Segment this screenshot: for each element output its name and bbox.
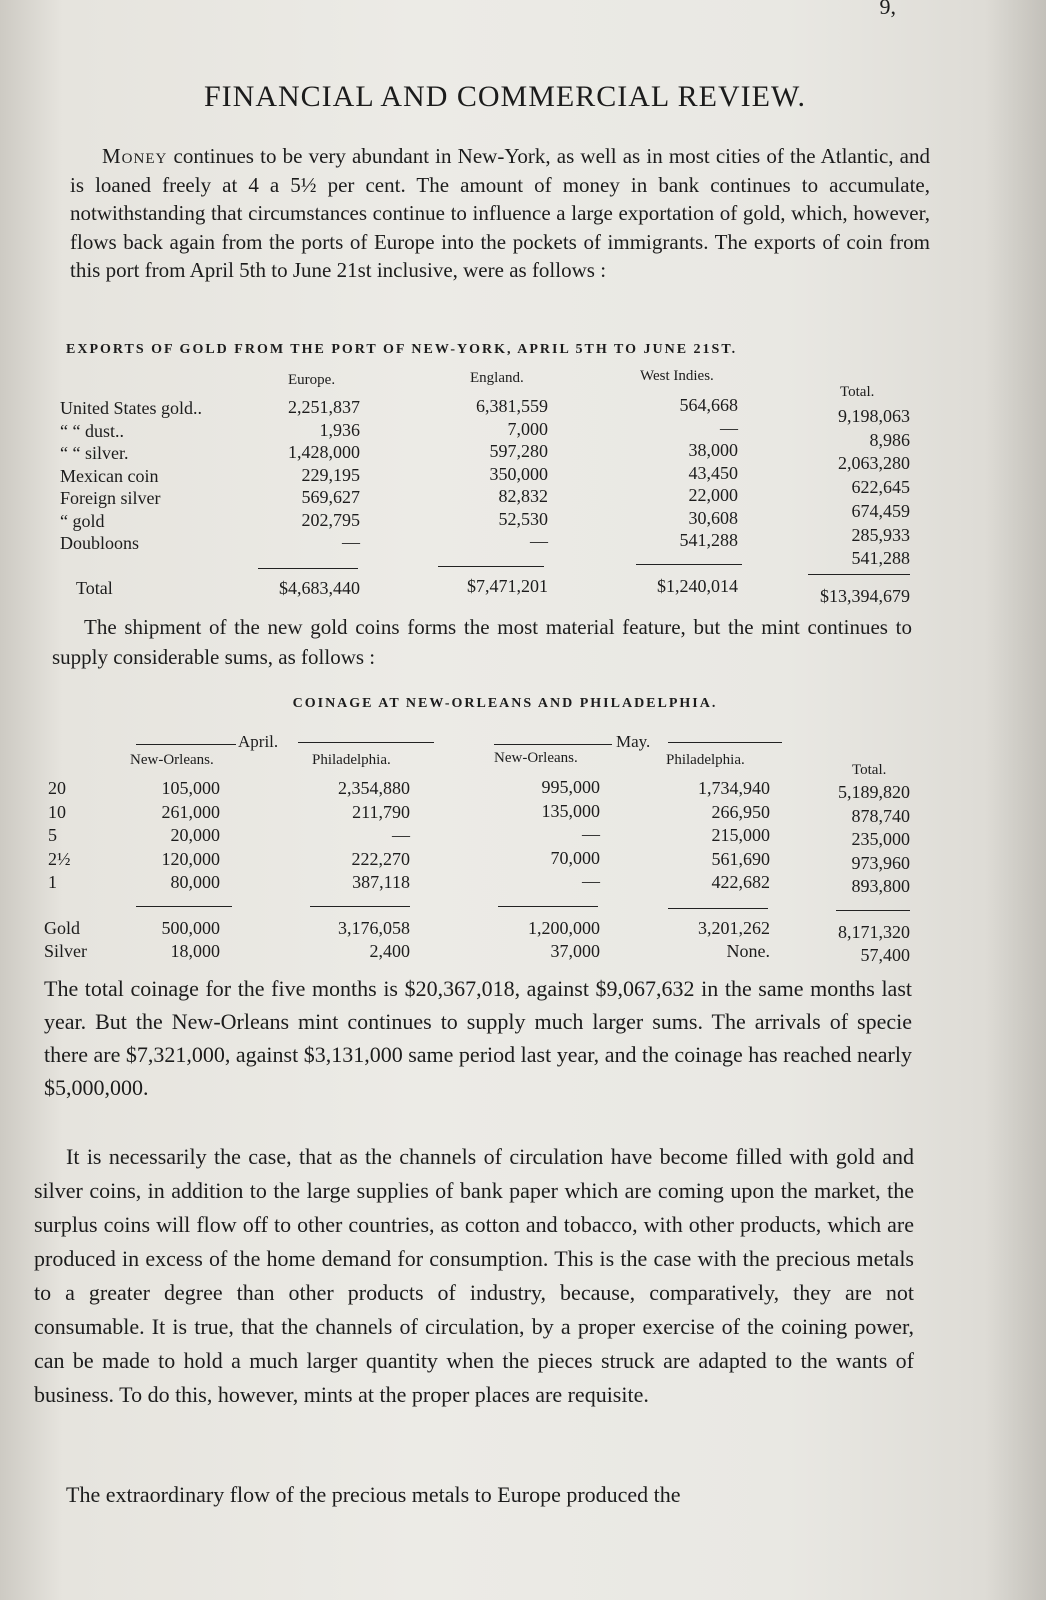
exports-row-label: Mexican coin xyxy=(60,465,159,486)
exports-header-west-indies: West Indies. xyxy=(640,368,714,384)
exports-table-title: EXPORTS OF GOLD FROM THE PORT OF NEW-YORK, APRIL 5TH TO JUNE 21ST. xyxy=(66,342,738,357)
exports-cell-west-indies: 30,608 xyxy=(688,507,738,528)
coinage-cell-total: 235,000 xyxy=(851,829,910,849)
exports-total-europe: $4,683,440 xyxy=(279,578,360,598)
coinage-cell-may-new-orleans: — xyxy=(582,824,600,844)
exports-cell-total: 285,933 xyxy=(851,524,910,545)
exports-cell-england: 82,832 xyxy=(498,486,548,506)
exports-cell-west-indies: 38,000 xyxy=(688,440,738,460)
coinage-cell-may-philadelphia: 1,734,940 xyxy=(698,778,770,798)
exports-cell-west-indies: 22,000 xyxy=(688,485,738,505)
exports-cell-europe: — xyxy=(342,532,360,552)
exports-cell-total: 622,645 xyxy=(851,477,910,498)
coinage-cell-april-new-orleans: 120,000 xyxy=(161,848,220,869)
exports-cell-europe: 202,795 xyxy=(301,509,360,530)
exports-cell-europe: 569,627 xyxy=(301,487,360,507)
exports-row-label: “ gold xyxy=(60,510,105,531)
exports-total-label: Total xyxy=(76,578,113,598)
page-title: FINANCIAL AND COMMERCIAL REVIEW. xyxy=(204,80,806,113)
coinage-summary-may-philadelphia: 3,201,262 xyxy=(698,918,770,938)
coinage-cell-april-philadelphia: — xyxy=(392,825,410,845)
coinage-cell-may-new-orleans: — xyxy=(582,871,600,891)
exports-rule-west-indies xyxy=(636,564,742,565)
coinage-cell-may-philadelphia: 561,690 xyxy=(711,848,770,869)
exports-row-label: Foreign silver xyxy=(60,488,161,508)
coinage-rule-3 xyxy=(498,906,598,907)
exports-cell-england: 7,000 xyxy=(507,418,548,439)
coinage-cell-april-new-orleans: 20,000 xyxy=(170,825,220,845)
exports-cell-west-indies: 541,288 xyxy=(679,530,738,550)
exports-cell-total: 541,288 xyxy=(851,548,910,569)
coinage-cell-april-philadelphia: 211,790 xyxy=(352,801,410,822)
coinage-cell-april-new-orleans: 80,000 xyxy=(170,872,220,892)
coinage-cell-may-new-orleans: 995,000 xyxy=(541,777,600,797)
exports-cell-total: 8,986 xyxy=(869,429,910,450)
coinage-rule-1 xyxy=(136,906,232,907)
coinage-rule-4 xyxy=(668,908,768,909)
coinage-cell-may-philadelphia: 215,000 xyxy=(711,825,770,845)
exports-cell-england: 597,280 xyxy=(489,441,548,461)
coinage-cell-total: 5,189,820 xyxy=(838,782,910,802)
coinage-rule-5 xyxy=(836,910,910,911)
exports-total-england: $7,471,201 xyxy=(467,576,548,596)
exports-header-england: England. xyxy=(470,370,524,386)
coinage-summary-may-new-orleans: 1,200,000 xyxy=(528,918,600,938)
exports-cell-west-indies: 564,668 xyxy=(679,395,738,415)
exports-total-total: $13,394,679 xyxy=(820,586,910,606)
intro-paragraph xyxy=(70,142,930,285)
exports-rule-europe xyxy=(258,568,358,569)
coinage-cell-april-philadelphia: 2,354,880 xyxy=(338,778,410,798)
exports-cell-england: — xyxy=(530,531,548,551)
may-brace-right xyxy=(668,742,782,743)
coinage-summary-total: 8,171,320 xyxy=(838,922,910,942)
coinage-table-title: COINAGE AT NEW-ORLEANS AND PHILADELPHIA. xyxy=(292,696,718,711)
coinage-header-april-new-orleans: New-Orleans. xyxy=(130,752,214,768)
coinage-summary-april-philadelphia: 2,400 xyxy=(369,941,410,961)
total-coinage-paragraph: The total coinage for the five months is $20,367,018, against $9,067,632 in the same months last year. But the New-Orleans mint continues to supply much larger sums. The arrivals of specie there are $7,321,000, against $3,131,000 same period last year, and the coinage has reached nearly $5,000,000. xyxy=(44,976,912,1100)
coinage-summary-may-philadelphia: None. xyxy=(726,941,770,961)
coinage-cell-may-philadelphia: 266,950 xyxy=(711,801,770,822)
coinage-row-denomination: 10 xyxy=(48,801,66,822)
coinage-summary-may-new-orleans: 37,000 xyxy=(550,941,600,961)
coinage-rule-2 xyxy=(310,906,410,907)
page-edge-shadow xyxy=(986,0,1046,1600)
coinage-header-may-philadelphia: Philadelphia. xyxy=(666,752,745,768)
exports-row-label: “ “ dust.. xyxy=(60,420,124,441)
exports-cell-west-indies: 43,450 xyxy=(688,462,738,483)
exports-cell-total: 9,198,063 xyxy=(838,406,910,426)
shipment-paragraph: The shipment of the new gold coins forms the most material feature, but the mint continues to supply considerable sums, as follows : xyxy=(52,615,912,669)
coinage-cell-april-philadelphia: 222,270 xyxy=(351,848,410,869)
coinage-cell-april-new-orleans: 105,000 xyxy=(161,778,220,798)
coinage-cell-may-new-orleans: 70,000 xyxy=(550,847,600,868)
coinage-cell-total: 878,740 xyxy=(851,805,910,826)
april-group-label: April. xyxy=(238,732,279,751)
exports-cell-europe: 2,251,837 xyxy=(288,397,360,417)
coinage-summary-label: Gold xyxy=(44,918,80,938)
coinage-cell-april-new-orleans: 261,000 xyxy=(161,801,220,822)
coinage-summary-april-new-orleans: 18,000 xyxy=(170,941,220,961)
coinage-cell-april-philadelphia: 387,118 xyxy=(352,872,410,892)
exports-cell-total: 2,063,280 xyxy=(838,453,910,474)
exports-rule-total xyxy=(808,574,910,575)
circulation-paragraph: It is necessarily the case, that as the channels of circulation have become filled with gold and silver coins, in addition to the large supplies of bank paper which are coming upon the market, the surplus coins will flow off to other countries, as cotton and tobacco, with other products, which are produced in excess of the home demand for consumption. This is the case with the precious metals to a greater degree than other products of industry, because, comparatively, they are not consumable. It is true, that the channels of circulation, by a proper exercise of the coining power, can be made to hold a much larger quantity when the pieces struck are adapted to the wants of business. To do this, however, mints at the proper places are requisite. xyxy=(34,1144,914,1407)
page-number: 9, xyxy=(879,0,896,19)
exports-cell-england: 350,000 xyxy=(489,463,548,484)
coinage-summary-total: 57,400 xyxy=(860,945,910,965)
coinage-header-may-new-orleans: New-Orleans. xyxy=(494,750,578,766)
extraordinary-paragraph: The extraordinary flow of the precious metals to Europe produced the xyxy=(66,1482,681,1507)
coinage-cell-may-new-orleans: 135,000 xyxy=(541,800,600,821)
intro-lead-word: Money xyxy=(102,144,168,168)
coinage-row-denomination: 1 xyxy=(48,872,57,892)
exports-cell-europe: 229,195 xyxy=(301,464,360,485)
coinage-cell-total: 893,800 xyxy=(851,876,910,896)
coinage-row-denomination: 20 xyxy=(48,778,66,798)
coinage-cell-may-philadelphia: 422,682 xyxy=(711,872,770,892)
april-brace-left xyxy=(136,744,236,745)
coinage-summary-april-new-orleans: 500,000 xyxy=(161,918,220,938)
coinage-row-denomination: 2½ xyxy=(48,848,71,869)
coinage-cell-total: 973,960 xyxy=(851,852,910,873)
exports-cell-england: 6,381,559 xyxy=(476,396,548,416)
intro-text: continues to be very abundant in New-York, as well as in most cities of the Atlantic, and is loaned freely at 4 a 5½ per cent. The amount of money in bank continues to accumulate, notwithstanding that circumstances continue to influence a large exportation of gold, which, however, flows back again from the ports of Europe into the pockets of immigrants. The exports of coin from this port from April 5th to June 21st inclusive, were as follows : xyxy=(70,144,930,282)
exports-row-label: Doubloons xyxy=(60,533,140,553)
exports-header-total: Total. xyxy=(840,384,875,400)
exports-header-europe: Europe. xyxy=(288,372,336,388)
exports-row-label: United States gold.. xyxy=(60,398,202,418)
exports-cell-europe: 1,428,000 xyxy=(288,442,360,462)
exports-cell-europe: 1,936 xyxy=(319,419,360,440)
coinage-header-april-philadelphia: Philadelphia. xyxy=(312,752,391,768)
coinage-summary-label: Silver xyxy=(44,941,87,961)
coinage-row-denomination: 5 xyxy=(48,825,57,845)
exports-rule-england xyxy=(438,566,544,567)
may-brace-left xyxy=(494,744,612,745)
exports-cell-england: 52,530 xyxy=(498,508,548,529)
coinage-header-total: Total. xyxy=(852,762,887,778)
may-group-label: May. xyxy=(616,732,651,751)
exports-total-west-indies: $1,240,014 xyxy=(657,576,738,596)
april-brace-right xyxy=(298,742,434,743)
exports-row-label: “ “ silver. xyxy=(60,443,129,463)
exports-cell-west-indies: — xyxy=(720,417,738,438)
exports-cell-total: 674,459 xyxy=(851,500,910,521)
coinage-summary-april-philadelphia: 3,176,058 xyxy=(338,918,410,938)
